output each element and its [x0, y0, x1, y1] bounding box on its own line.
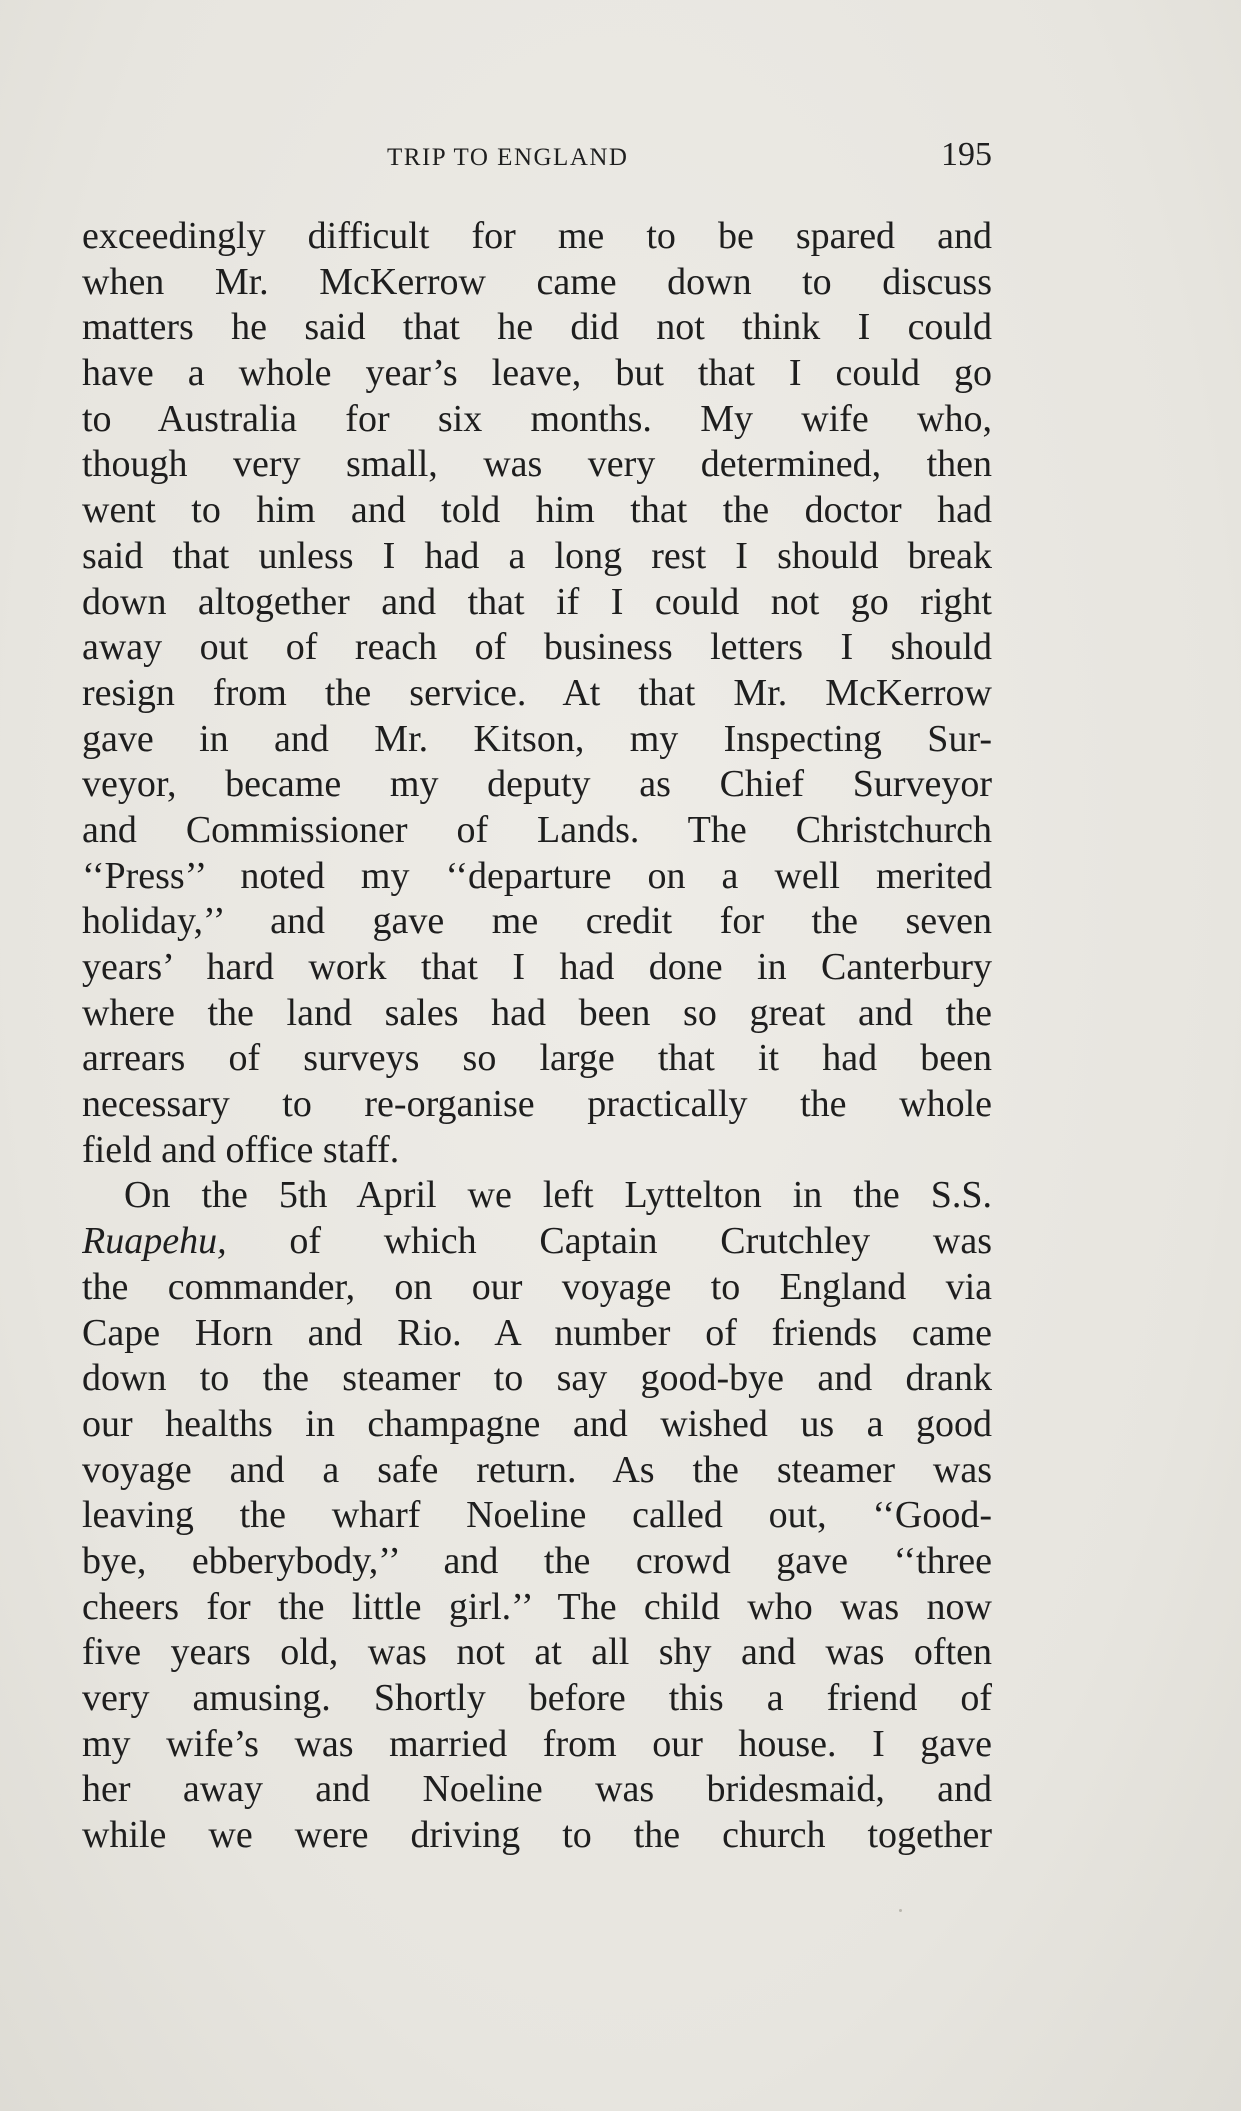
running-title: TRIP TO ENGLAND: [387, 144, 629, 171]
text-line: the commander, on our voyage to England via: [82, 1265, 992, 1308]
text-line: my wife’s was married from our house. I gave: [82, 1722, 992, 1765]
text-line: five years old, was not at all shy and was often: [82, 1631, 992, 1674]
text-line: bye, ebberybody,’’ and the crowd gave ‘‘three: [82, 1539, 992, 1582]
text-line: our healths in champagne and wished us a good: [82, 1402, 992, 1445]
text-line: matters he said that he did not think I could: [82, 306, 992, 349]
text-line: leaving the wharf Noeline called out, ‘‘Good-: [82, 1494, 992, 1537]
paragraph-end-line: field and office staff.: [82, 1128, 400, 1171]
text-line: and Commissioner of Lands. The Christchurch: [82, 808, 992, 851]
text-line: gave in and Mr. Kitson, my Inspecting Sur-: [82, 717, 992, 760]
text-line: where the land sales had been so great and the: [82, 991, 992, 1034]
text-line: said that unless I had a long rest I should break: [82, 534, 992, 577]
text-line: voyage and a safe return. As the steamer was: [82, 1448, 992, 1491]
body-text: [82, 214, 992, 1859]
text-line: Cape Horn and Rio. A number of friends came: [82, 1311, 992, 1354]
text-line: holiday,’’ and gave me credit for the seven: [82, 900, 992, 943]
text-line: when Mr. McKerrow came down to discuss: [82, 260, 992, 303]
text-line: though very small, was very determined, then: [82, 443, 992, 486]
text-line: cheers for the little girl.’’ The child who was now: [82, 1585, 992, 1628]
text-line: down to the steamer to say good-bye and drank: [82, 1357, 992, 1400]
text-line: to Australia for six months. My wife who,: [82, 397, 992, 440]
text-line: away out of reach of business letters I should: [82, 626, 992, 669]
text-line-rest: of which Captain Crutchley was: [289, 1220, 992, 1263]
text-line: exceedingly difficult for me to be spared and: [82, 215, 992, 257]
text-line: down altogether and that if I could not go right: [82, 580, 992, 623]
text-line: have a whole year’s leave, but that I could go: [82, 352, 992, 395]
text-line: arrears of surveys so large that it had been: [82, 1037, 992, 1080]
text-line: resign from the service. At that Mr. McKerrow: [82, 671, 992, 714]
text-line: veyor, became my deputy as Chief Surveyor: [82, 763, 992, 806]
text-line: [82, 1219, 992, 1265]
paragraph-start-line: On the 5th April we left Lyttelton in the S.S.: [124, 1174, 992, 1217]
running-head: [82, 136, 992, 180]
text-line: ‘‘Press’’ noted my ‘‘departure on a well merited: [82, 854, 992, 897]
paper-speck: [899, 1909, 902, 1912]
text-line: went to him and told him that the doctor had: [82, 489, 992, 532]
text-line: while we were driving to the church together: [82, 1814, 992, 1857]
page-number: 195: [941, 136, 992, 173]
text-line: years’ hard work that I had done in Canterbury: [82, 946, 992, 988]
ship-name: Ruapehu,: [82, 1220, 227, 1263]
text-line: her away and Noeline was bridesmaid, and: [82, 1768, 992, 1811]
text-line: necessary to re-organise practically the whole: [82, 1083, 992, 1126]
text-line: very amusing. Shortly before this a friend of: [82, 1677, 992, 1719]
